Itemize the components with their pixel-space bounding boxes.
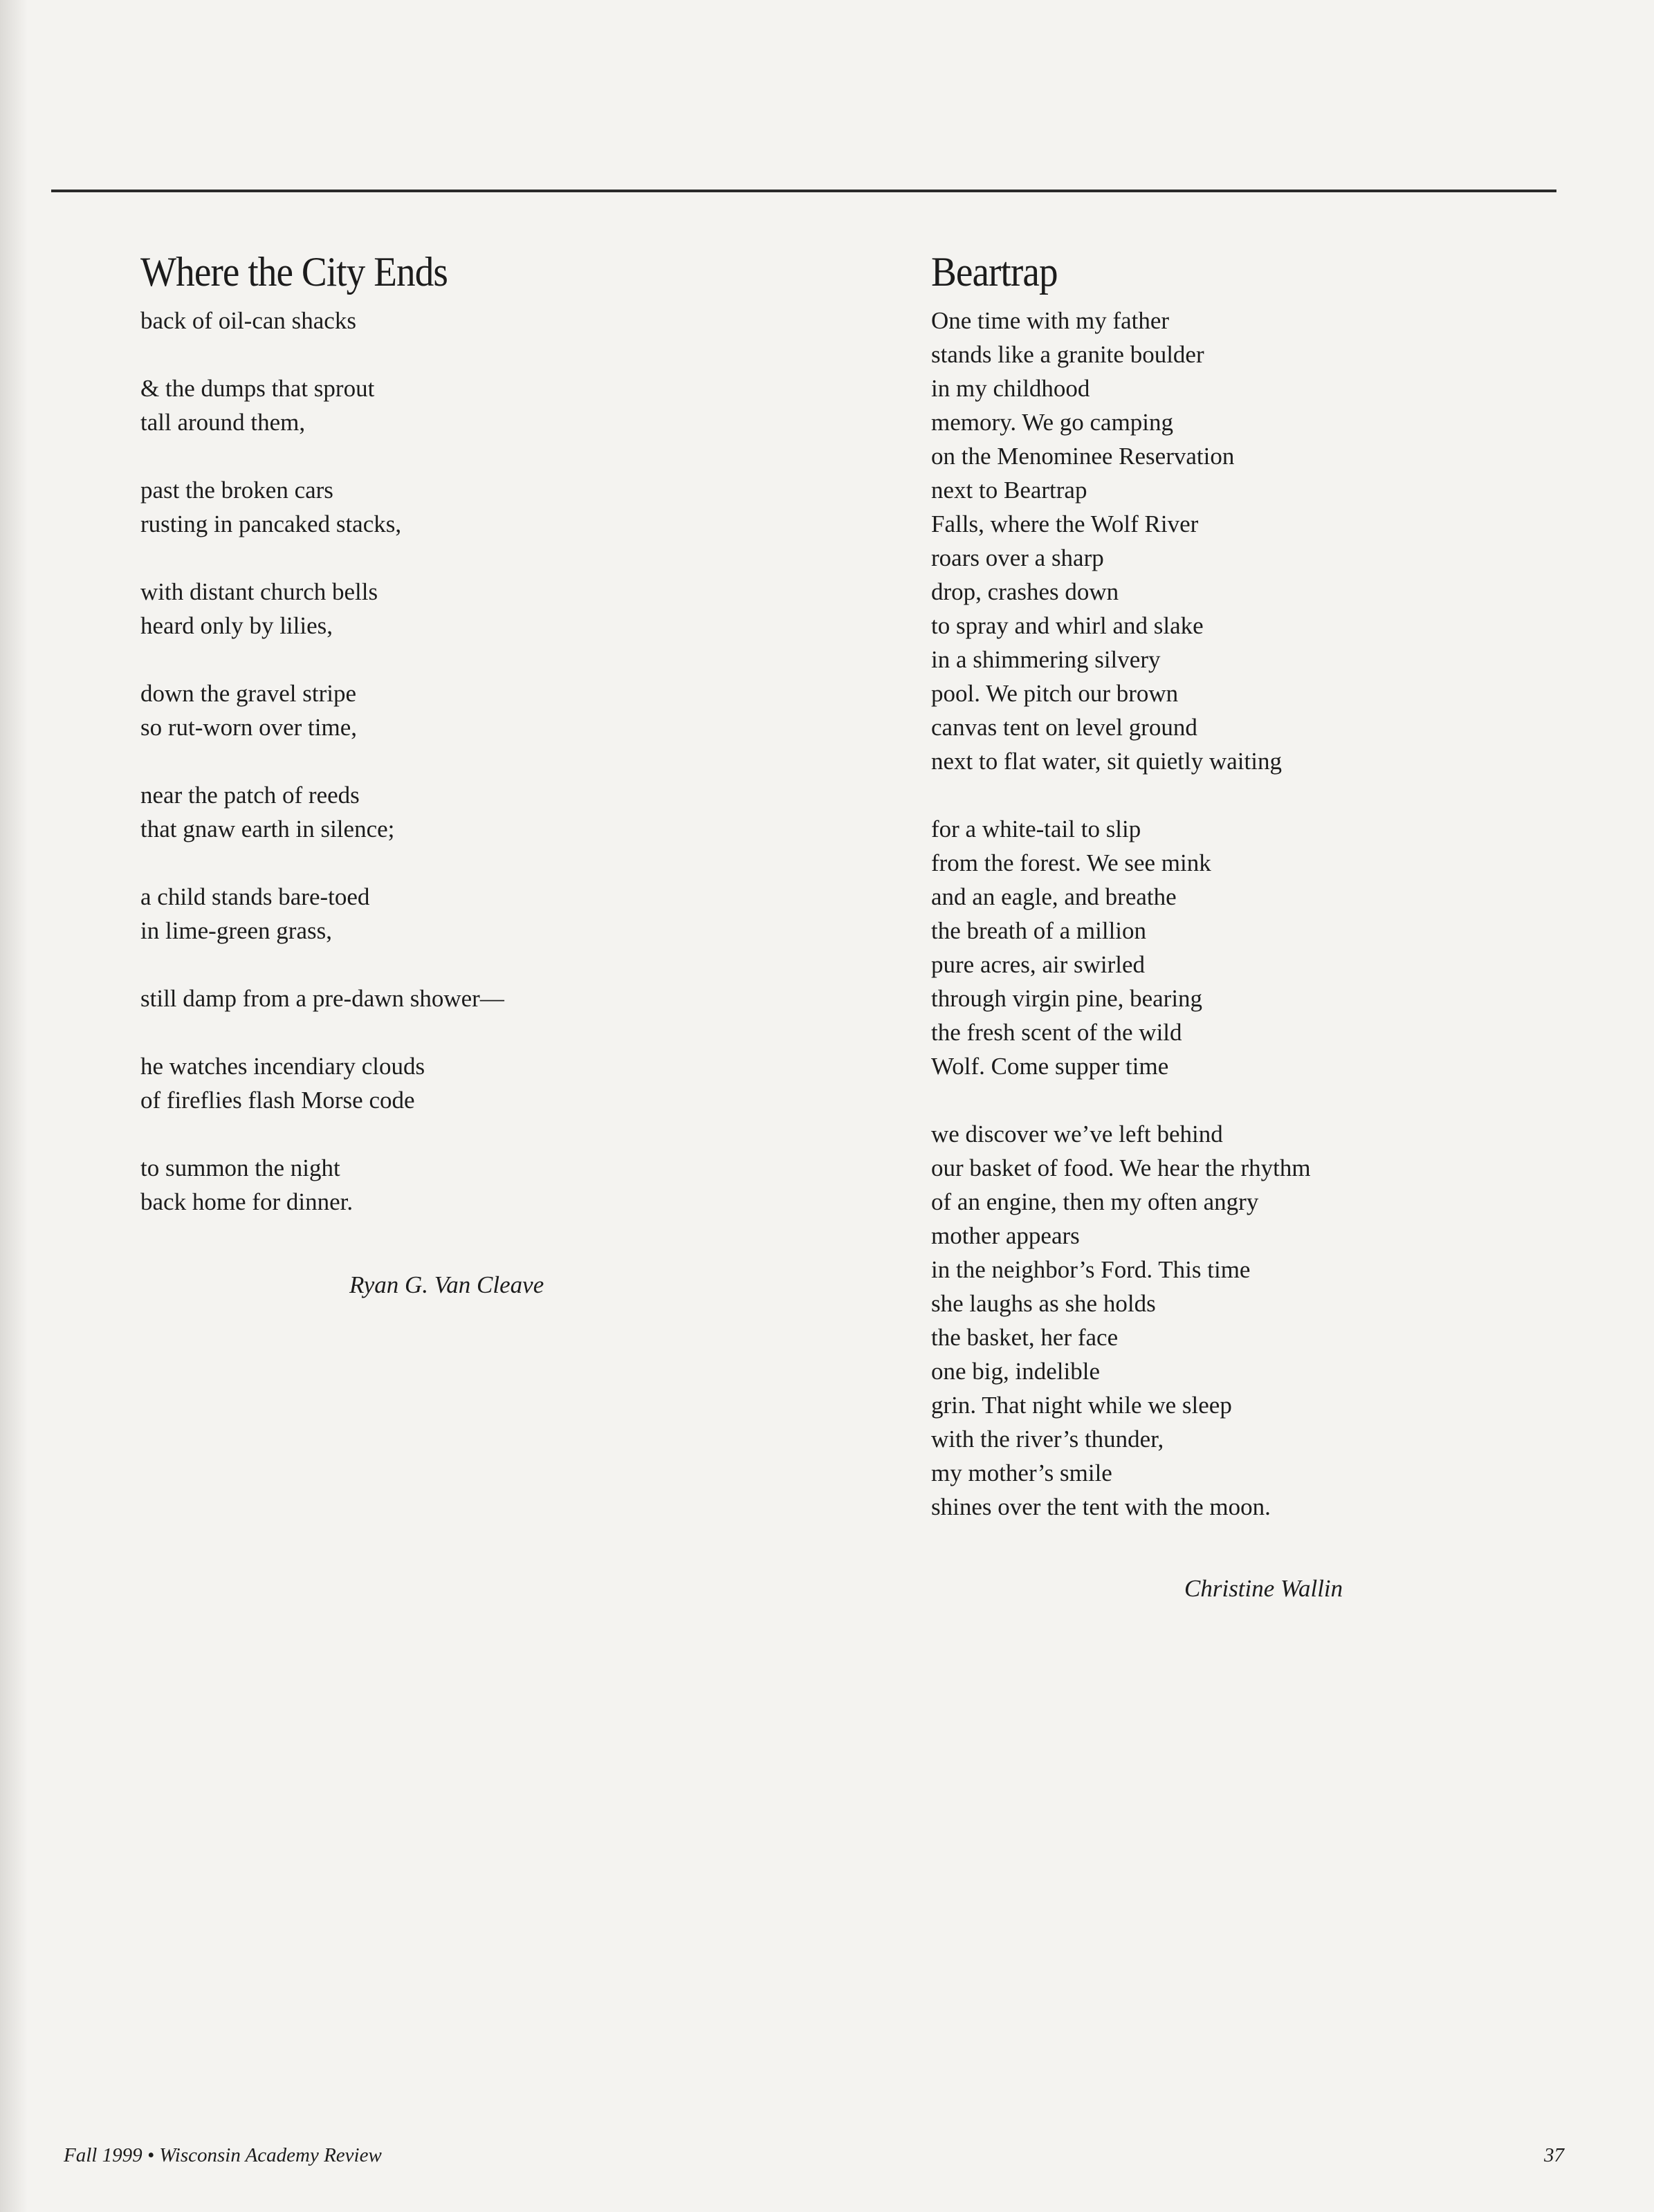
- poem-line: near the patch of reeds: [140, 782, 360, 809]
- poem-line: past the broken cars: [140, 477, 333, 504]
- poem-line: of fireflies flash Morse code: [140, 1087, 415, 1114]
- stanza: [140, 778, 867, 846]
- stanza: [140, 981, 867, 1015]
- stanza: [931, 812, 1623, 1083]
- poem-line: in the neighbor’s Ford. This time: [931, 1256, 1251, 1283]
- poem-author: Christine Wallin: [1184, 1575, 1343, 1602]
- poem-line: in lime-green grass,: [140, 917, 332, 944]
- stanza: [140, 371, 867, 439]
- poem-line: on the Menominee Reservation: [931, 443, 1235, 470]
- poem-line: in my childhood: [931, 375, 1090, 402]
- poem-line: a child stands bare-toed: [140, 883, 370, 910]
- poem-line: memory. We go camping: [931, 409, 1174, 436]
- poem-author: Ryan G. Van Cleave: [349, 1271, 544, 1298]
- poem-line: of an engine, then my often angry: [931, 1188, 1259, 1215]
- poem-line: mother appears: [931, 1222, 1080, 1249]
- poem-title: Beartrap: [931, 249, 1058, 295]
- poem-line: in a shimmering silvery: [931, 646, 1161, 673]
- poem-line: heard only by lilies,: [140, 612, 333, 639]
- poem-title: Where the City Ends: [140, 249, 448, 295]
- poem-line: Falls, where the Wolf River: [931, 510, 1199, 537]
- poem-beartrap: [931, 246, 1623, 1558]
- poem-line: so rut-worn over time,: [140, 714, 357, 741]
- poem-line: with the river’s thunder,: [931, 1426, 1164, 1453]
- poem-line: still damp from a pre-dawn shower—: [140, 985, 504, 1012]
- poem-where-the-city-ends: [140, 246, 867, 1253]
- poem-line: to summon the night: [140, 1154, 340, 1181]
- poem-line: one big, indelible: [931, 1358, 1100, 1385]
- poem-line: rusting in pancaked stacks,: [140, 510, 402, 537]
- poem-line: that gnaw earth in silence;: [140, 815, 395, 842]
- poem-line: through virgin pine, bearing: [931, 985, 1203, 1012]
- poem-line: pure acres, air swirled: [931, 951, 1146, 978]
- stanza: [140, 676, 867, 744]
- poem-line: back of oil-can shacks: [140, 307, 356, 334]
- stanza: [140, 880, 867, 948]
- poem-line: & the dumps that sprout: [140, 375, 375, 402]
- top-rule: [51, 190, 1556, 192]
- poem-line: my mother’s smile: [931, 1459, 1112, 1486]
- stanza: [140, 304, 867, 338]
- poem-line: roars over a sharp: [931, 544, 1104, 571]
- poem-line: with distant church bells: [140, 578, 378, 605]
- poem-line: the breath of a million: [931, 917, 1147, 944]
- poem-line: she laughs as she holds: [931, 1290, 1156, 1317]
- page-binding-shadow: [0, 0, 28, 2212]
- poem-line: the basket, her face: [931, 1324, 1119, 1351]
- poem-line: tall around them,: [140, 409, 306, 436]
- stanza: [140, 1151, 867, 1219]
- poem-line: canvas tent on level ground: [931, 714, 1197, 741]
- poem-line: stands like a granite boulder: [931, 341, 1204, 368]
- poem-line: back home for dinner.: [140, 1188, 353, 1215]
- poem-line: shines over the tent with the moon.: [931, 1493, 1271, 1520]
- poem-line: next to flat water, sit quietly waiting: [931, 748, 1282, 775]
- poem-line: the fresh scent of the wild: [931, 1019, 1182, 1046]
- footer-publication: Fall 1999 • Wisconsin Academy Review: [64, 2144, 382, 2166]
- poem-line: grin. That night while we sleep: [931, 1392, 1232, 1419]
- poem-line: and an eagle, and breathe: [931, 883, 1177, 910]
- poem-line: for a white-tail to slip: [931, 815, 1141, 842]
- poem-line: drop, crashes down: [931, 578, 1119, 605]
- poem-line: our basket of food. We hear the rhythm: [931, 1154, 1311, 1181]
- poem-body: [931, 304, 1623, 1524]
- poem-line: Wolf. Come supper time: [931, 1053, 1169, 1080]
- poem-line: One time with my father: [931, 307, 1170, 334]
- stanza: [140, 1049, 867, 1117]
- stanza: [931, 304, 1623, 778]
- stanza: [140, 575, 867, 643]
- poem-line: from the forest. We see mink: [931, 849, 1211, 876]
- poem-line: we discover we’ve left behind: [931, 1121, 1223, 1148]
- poem-line: he watches incendiary clouds: [140, 1053, 425, 1080]
- page-number: 37: [1544, 2144, 1564, 2166]
- poem-line: pool. We pitch our brown: [931, 680, 1179, 707]
- poem-line: next to Beartrap: [931, 477, 1087, 504]
- stanza: [140, 473, 867, 541]
- poem-body: [140, 304, 867, 1219]
- poem-line: down the gravel stripe: [140, 680, 356, 707]
- stanza: [931, 1117, 1623, 1524]
- poem-line: to spray and whirl and slake: [931, 612, 1204, 639]
